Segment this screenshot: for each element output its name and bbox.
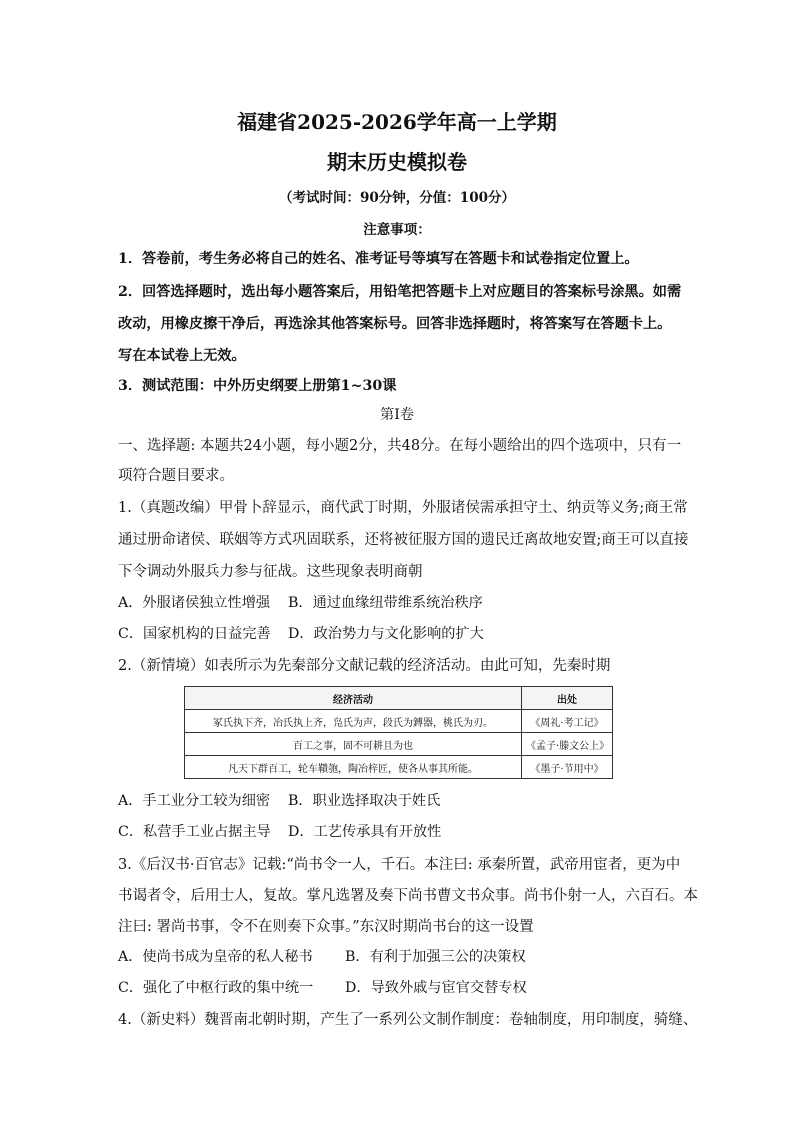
q2-row1-activity: 冢氏执下齐，冶氏执上齐，凫氏为声，段氏为鎛器，桃氏为刃。 bbox=[185, 710, 522, 733]
q4-stem-line1: 4.（新史料）魏晋南北朝时期，产生了一系列公文制作制度：卷轴制度，用印制度，骑缝、 bbox=[118, 1012, 698, 1028]
q2-row3-source: 《墨子·节用中》 bbox=[522, 756, 613, 779]
q2-option-d: D．工艺传承具有开放性 bbox=[288, 824, 442, 840]
q3-stem-line3: 注曰: 署尚书事，令不在则奏下众事。”东汉时期尚书台的这一设置 bbox=[118, 919, 534, 935]
q1-option-c: C．国家机构的日益完善 bbox=[118, 626, 271, 642]
notice-2-line1: 2．回答选择题时，选出每小题答案后，用铅笔把答题卡上对应题目的答案标号涂黑。如需 bbox=[118, 284, 682, 300]
q2-row3-activity: 凡天下群百工，轮车鞼匏，陶冶梓匠，使各从事其所能。 bbox=[185, 756, 522, 779]
exam-title-line1: 福建省2025-2026学年高一上学期 bbox=[237, 110, 557, 134]
section-intro-line1: 一、选择题: 本题共24小题，每小题2分，共48分。在每小题给出的四个选项中，只有一 bbox=[118, 438, 682, 454]
q2-table-header bbox=[185, 687, 613, 710]
q2-header-source: 出处 bbox=[522, 687, 613, 710]
notice-2-line3: 写在本试卷上无效。 bbox=[118, 348, 246, 364]
table-row bbox=[185, 733, 613, 756]
table-row bbox=[185, 756, 613, 779]
notice-heading: 注意事项： bbox=[363, 222, 431, 238]
table-row bbox=[185, 710, 613, 733]
q3-stem-line1: 3.《后汉书·百官志》记载:“尚书令一人，千石。本注曰: 承秦所置，武帝用宦者，更为中 bbox=[118, 857, 681, 873]
q2-header-activity: 经济活动 bbox=[185, 687, 522, 710]
q3-option-d: D．导致外戚与宦官交替专权 bbox=[345, 980, 527, 996]
q2-option-b: B．职业选择取决于姓氏 bbox=[288, 793, 441, 809]
notice-1: 1．答卷前，考生务必将自己的姓名、准考证号等填写在答题卡和试卷指定位置上。 bbox=[118, 251, 639, 267]
notice-3: 3．测试范围：中外历史纲要上册第1~30课 bbox=[118, 378, 397, 394]
q3-option-b: B．有利于加强三公的决策权 bbox=[345, 949, 526, 965]
q3-stem-line2: 书谒者令，后用士人，复故。掌凡选署及奏下尚书曹文书众事。尚书仆射一人，六百石。本 bbox=[118, 888, 698, 904]
q2-row2-source: 《孟子·滕文公上》 bbox=[522, 733, 613, 756]
q1-option-b: B．通过血缘纽带维系统治秩序 bbox=[288, 595, 483, 611]
q3-option-a: A．使尚书成为皇帝的私人秘书 bbox=[118, 949, 313, 965]
q1-stem-line3: 下令调动外服兵力参与征战。这些现象表明商朝 bbox=[118, 564, 423, 580]
q2-option-c: C．私营手工业占据主导 bbox=[118, 824, 271, 840]
section-intro-line2: 项符合题目要求。 bbox=[118, 468, 234, 484]
q1-stem-line2: 通过册命诸侯、联姻等方式巩固联系，还将被征服方国的遗民迁离故地安置;商王可以直接 bbox=[118, 532, 689, 548]
q1-option-a: A．外服诸侯独立性增强 bbox=[118, 595, 271, 611]
volume-heading: 第Ⅰ卷 bbox=[380, 407, 414, 423]
q2-stem: 2.（新情境）如表所示为先秦部分文献记载的经济活动。由此可知，先秦时期 bbox=[118, 658, 611, 674]
q2-option-a: A．手工业分工较为细密 bbox=[118, 793, 271, 809]
q2-row2-activity: 百工之事，固不可耕且为也 bbox=[185, 733, 522, 756]
q3-option-c: C．强化了中枢行政的集中统一 bbox=[118, 980, 314, 996]
q1-option-d: D．政治势力与文化影响的扩大 bbox=[288, 626, 484, 642]
q1-stem-line1: 1.（真题改编）甲骨卜辞显示，商代武丁时期，外服诸侯需承担守土、纳贡等义务;商王常 bbox=[118, 500, 688, 516]
notice-2-line2: 改动，用橡皮擦干净后，再选涂其他答案标号。回答非选择题时，将答案写在答题卡上。 bbox=[118, 316, 672, 332]
q2-table bbox=[184, 686, 613, 779]
exam-info: （考试时间：90分钟，分值：100分） bbox=[279, 190, 515, 206]
exam-title-line2: 期末历史模拟卷 bbox=[327, 150, 467, 174]
q2-row1-source: 《周礼·考工记》 bbox=[522, 710, 613, 733]
